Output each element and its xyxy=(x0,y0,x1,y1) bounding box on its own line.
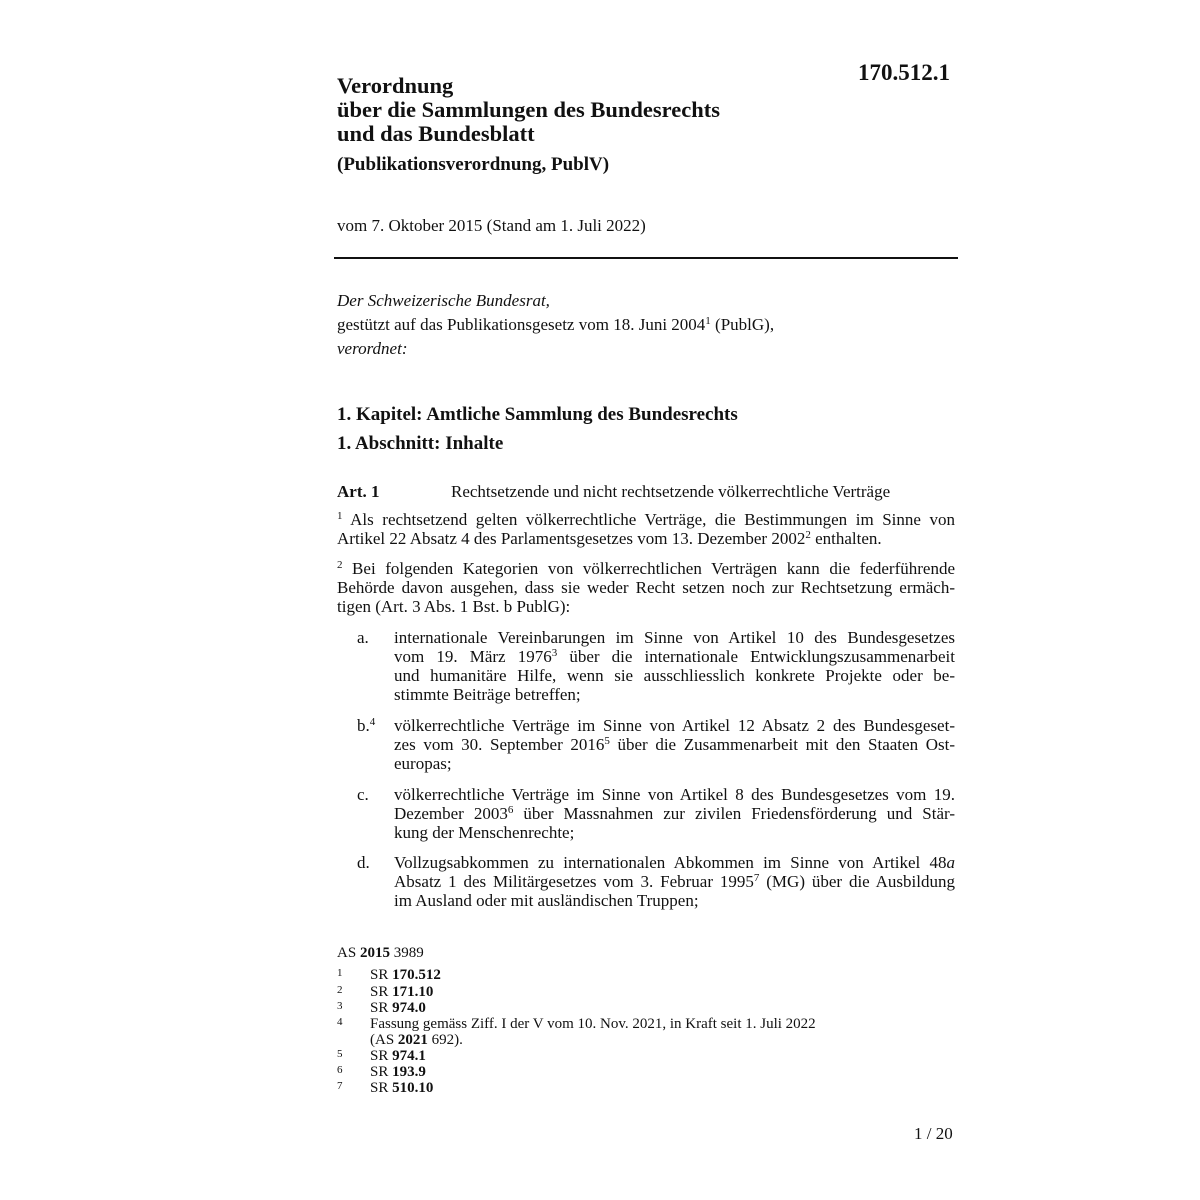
article-number: Art. 1 xyxy=(337,482,380,501)
list-item-d-text: Vollzugsabkommen zu internationalen Abkommen im Sinne von Artikel 48a Absatz 1 des Militärgesetzes vom 3. Februar 1995$^7$ (MG) über die Ausbildung im Ausland oder mit ausländischen Truppen; xyxy=(394,853,955,910)
list-item-b-label: b.$^4$ xyxy=(357,716,376,735)
list-item-b-text: völkerrechtliche Verträge im Sinne von Artikel 12 Absatz 2 des Bundesgeset- zes vom 30. September 2016$^5$ über die Zusammenarbeit mit den Staaten Ost- europas; xyxy=(394,716,955,773)
footnote-ref-6[interactable]: 6 xyxy=(507,804,514,816)
list-item-d-label: d. xyxy=(357,853,370,872)
preamble-decrees: verordnet: xyxy=(337,339,408,358)
preamble-authority: Der Schweizerische Bundesrat, xyxy=(337,291,550,310)
title-line-3: und das Bundesblatt xyxy=(337,121,535,146)
list-item-c-text: völkerrechtliche Verträge im Sinne von Artikel 8 des Bundesgesetzes vom 19. Dezember 2003$^6$ über Massnahmen zur zivilen Friedensförderung und Stär- kung der Menschenrechte; xyxy=(394,785,955,842)
preamble-basis: gestützt auf das Publikationsgesetz vom 18. Juni 2004$^1$ (PublG), xyxy=(337,315,775,334)
document-subtitle: (Publikationsverordnung, PublV) xyxy=(337,154,610,175)
section-heading: 1. Abschnitt: Inhalte xyxy=(337,433,504,454)
paragraph-2 xyxy=(337,559,955,616)
sr-number: 170.512.1 xyxy=(858,60,950,85)
footnote-ref-1[interactable]: 1 xyxy=(705,315,711,327)
paragraph-2-line-2: Behörde davon ausgehen, dass sie weder Recht setzen noch zur Rechtsetzung ermäch- xyxy=(337,578,955,597)
source-reference: AS 2015 3989 xyxy=(337,945,424,961)
footnote-ref-3[interactable]: 3 xyxy=(551,647,558,659)
page-number: 1 / 20 xyxy=(914,1124,953,1143)
footnote-ref-7[interactable]: 7 xyxy=(753,872,760,884)
paragraph-1-line-1: $^1$ Als rechtsetzend gelten völkerrechtliche Verträge, die Bestimmungen im Sinne von xyxy=(337,510,955,529)
list-item-a-label: a. xyxy=(357,628,369,647)
document-title xyxy=(337,74,720,146)
paragraph-2-line-3: tigen (Art. 3 Abs. 1 Bst. b PublG): xyxy=(337,597,571,616)
preamble xyxy=(337,289,774,361)
title-line-2: über die Sammlungen des Bundesrechts xyxy=(337,97,720,122)
footnote-ref-2[interactable]: 2 xyxy=(805,529,811,541)
paragraph-2-line-1: $^2$ Bei folgenden Kategorien von völkerrechtlichen Verträgen kann die federführende xyxy=(337,559,955,578)
footnote-ref-5[interactable]: 5 xyxy=(604,735,610,747)
paragraph-1 xyxy=(337,510,955,548)
footnote-ref-4[interactable]: 4 xyxy=(369,716,376,728)
list-item-c-label: c. xyxy=(357,785,369,804)
chapter-heading: 1. Kapitel: Amtliche Sammlung des Bundesrechts xyxy=(337,404,738,425)
date-line: vom 7. Oktober 2015 (Stand am 1. Juli 2022) xyxy=(337,216,646,235)
title-line-1: Verordnung xyxy=(337,73,454,98)
list-item-a-text: internationale Vereinbarungen im Sinne von Artikel 10 des Bundesgesetzes vom 19. März 1976$^3$ über die internationale Entwicklungszusammenarbeit und humanitäre Hilfe, wenn sie ausschliesslich konkrete Projekte oder be- stimmte Beiträge betreffen; xyxy=(394,628,955,704)
header-divider xyxy=(334,257,958,259)
article-heading xyxy=(337,482,890,502)
article-title: Rechtsetzende und nicht rechtsetzende völkerrechtliche Verträge xyxy=(451,482,891,501)
paragraph-1-line-2: Artikel 22 Absatz 4 des Parlamentsgesetzes vom 13. Dezember 2002$^2$ enthalten. xyxy=(337,529,882,548)
